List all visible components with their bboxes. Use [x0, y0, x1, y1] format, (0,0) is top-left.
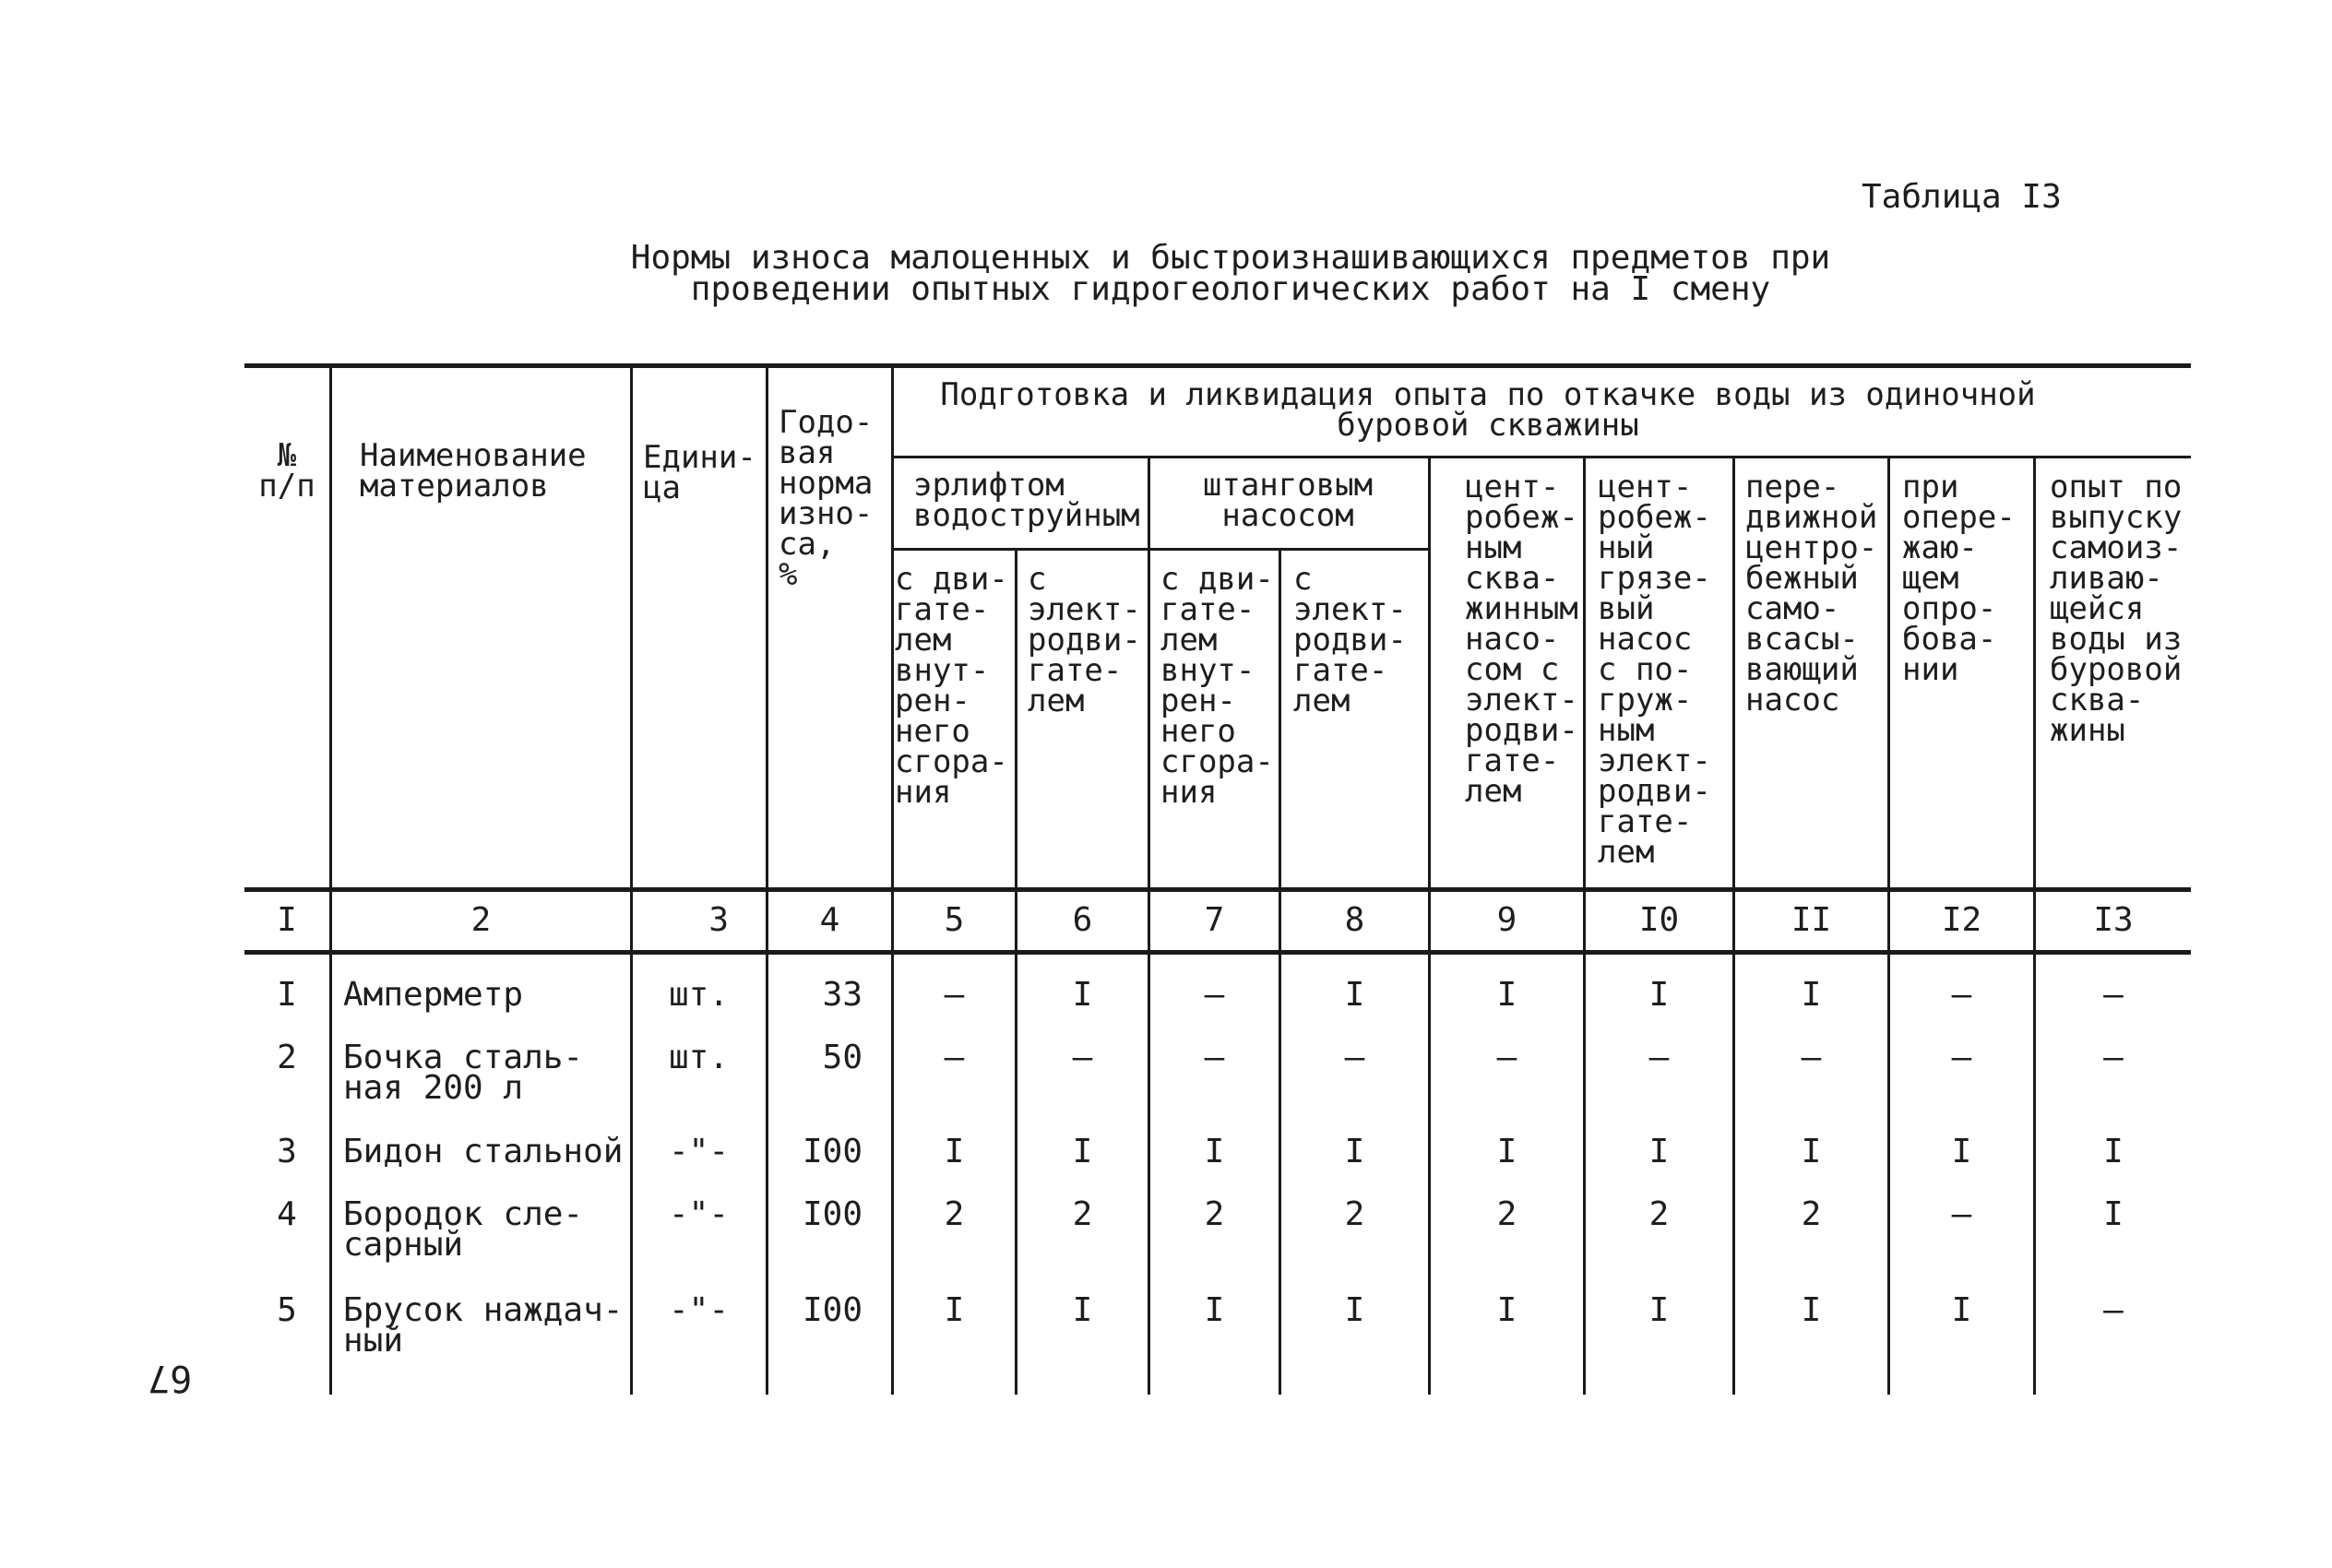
col-number-11: II [1791, 901, 1832, 939]
norm-cell: 33 [822, 976, 863, 1014]
value-cell: I [1344, 1291, 1365, 1329]
page-number: 67 [148, 1357, 193, 1399]
header-col-6: с элект- родви- гате- лем [1028, 561, 1141, 719]
value-cell: – [1204, 976, 1225, 1014]
value-cell: I [2103, 1195, 2124, 1233]
header-unit: Едини- ца [643, 439, 756, 506]
value-cell: – [1951, 976, 1972, 1014]
header-col-12: при опере- жаю- щем опро- бова- нии [1902, 469, 2016, 688]
header-col-11: пере- движной центро- бежный само- всасы- вающий насос [1745, 469, 1878, 719]
value-cell: I [1496, 1133, 1517, 1170]
value-cell: – [944, 976, 965, 1014]
value-cell: I [1072, 1133, 1093, 1170]
col-number-4: 4 [819, 901, 840, 939]
value-cell: I [1496, 1291, 1517, 1329]
norm-cell: 50 [822, 1039, 863, 1076]
unit-cell: шт. [668, 976, 729, 1014]
header-erlift: эрлифтом водоструйным [913, 467, 1140, 534]
col-number-9: 9 [1496, 901, 1517, 939]
value-cell: I [944, 1133, 965, 1170]
header-bottom-rule [244, 887, 2191, 892]
value-cell: 2 [1496, 1195, 1517, 1233]
col-divider-5 [1015, 548, 1017, 1395]
col-number-12: I2 [1941, 901, 1982, 939]
header-material-name: Наименование материалов [360, 437, 587, 505]
col-number-2: 2 [470, 901, 492, 939]
header-col-5: с дви- гате- лем внут- рен- него сгора- ния [895, 561, 1008, 811]
col-divider-3 [766, 363, 768, 1395]
col-number-6: 6 [1072, 901, 1093, 939]
value-cell: 2 [1648, 1195, 1670, 1233]
material-name: Брусок наждач- ный [343, 1291, 624, 1360]
value-cell: – [2103, 1039, 2124, 1076]
row-number: 5 [277, 1291, 297, 1329]
value-cell: I [1204, 1291, 1225, 1329]
header-shtang: штанговым насосом [1202, 467, 1374, 534]
value-cell: I [1648, 1291, 1670, 1329]
value-cell: – [1344, 1039, 1365, 1076]
col-number-3: 3 [708, 901, 729, 939]
value-cell: – [1951, 1039, 1972, 1076]
value-cell: – [2103, 976, 2124, 1014]
header-col-9: цент- робеж- ным сква- жинным насо- сом с элект- родви- гате- лем [1465, 469, 1578, 810]
value-cell: – [1648, 1039, 1670, 1076]
table-label: Таблица I3 [1862, 178, 2062, 216]
material-name: Бородок сле- сарный [343, 1195, 584, 1264]
value-cell: I [1801, 1133, 1822, 1170]
title-line-1: Нормы износа малоценных и быстроизнашивающихся предметов при [630, 239, 1831, 277]
col-divider-7 [1279, 548, 1281, 1395]
unit-cell: шт. [668, 1039, 729, 1076]
row-number: I [277, 976, 297, 1014]
col-number-5: 5 [944, 901, 965, 939]
header-col-13: опыт по выпуску самоиз- ливаю- щейся воды из буровой сква- жины [2050, 469, 2183, 749]
value-cell: 2 [944, 1195, 965, 1233]
value-cell: 2 [1801, 1195, 1822, 1233]
title-line-2: проведении опытных гидрогеологических работ на I смену [690, 270, 1771, 308]
value-cell: I [1801, 976, 1822, 1014]
col-divider-1 [329, 363, 332, 1395]
value-cell: – [1951, 1195, 1972, 1233]
value-cell: I [1204, 1133, 1225, 1170]
value-cell: – [1072, 1039, 1093, 1076]
material-name: Амперметр [343, 976, 524, 1014]
column-numbers-rule [244, 950, 2191, 955]
norm-cell: I00 [802, 1133, 863, 1170]
value-cell: I [1951, 1291, 1972, 1329]
material-name: Бочка сталь- ная 200 л [343, 1039, 584, 1107]
col-number-13: I3 [2093, 901, 2134, 939]
value-cell: – [1801, 1039, 1822, 1076]
value-cell: I [1648, 1133, 1670, 1170]
value-cell: I [1072, 976, 1093, 1014]
header-group: Подготовка и ликвидация опыта по откачке воды из одиночной буровой скважины [940, 376, 2036, 444]
value-cell: – [1496, 1039, 1517, 1076]
value-cell: – [944, 1039, 965, 1076]
group-header-rule [893, 456, 2191, 458]
table-top-rule [244, 363, 2191, 368]
value-cell: I [1072, 1291, 1093, 1329]
unit-cell: -"- [668, 1195, 729, 1233]
value-cell: I [1801, 1291, 1822, 1329]
col-number-8: 8 [1344, 901, 1365, 939]
value-cell: I [1344, 976, 1365, 1014]
value-cell: – [2103, 1291, 2124, 1329]
subgroup-header-rule [893, 548, 1428, 551]
value-cell: 2 [1204, 1195, 1225, 1233]
row-number: 4 [277, 1195, 297, 1233]
value-cell: I [2103, 1133, 2124, 1170]
header-col-8: с элект- родви- гате- лем [1293, 561, 1407, 719]
unit-cell: -"- [668, 1291, 729, 1329]
col-number-10: I0 [1638, 901, 1680, 939]
header-annual-norm: Годо- вая норма изно- са, % [779, 404, 874, 593]
col-divider-2 [630, 363, 633, 1395]
value-cell: 2 [1344, 1195, 1365, 1233]
value-cell: I [1951, 1133, 1972, 1170]
value-cell: I [1496, 976, 1517, 1014]
row-number: 3 [277, 1133, 297, 1170]
value-cell: I [944, 1291, 965, 1329]
value-cell: I [1344, 1133, 1365, 1170]
col-divider-4 [891, 363, 894, 1395]
norm-cell: I00 [802, 1195, 863, 1233]
col-number-1: I [277, 901, 297, 939]
value-cell: I [1648, 976, 1670, 1014]
unit-cell: -"- [668, 1133, 729, 1170]
norm-cell: I00 [802, 1291, 863, 1329]
header-col-7: с дви- гате- лем внут- рен- него сгора- ния [1160, 561, 1274, 811]
material-name: Бидон стальной [343, 1133, 624, 1170]
header-col-10: цент- робеж- ный грязе- вый насос с по- груж- ным элект- родви- гате- лем [1598, 469, 1711, 871]
value-cell: – [1204, 1039, 1225, 1076]
value-cell: 2 [1072, 1195, 1093, 1233]
row-number: 2 [277, 1039, 297, 1076]
col-number-7: 7 [1204, 901, 1225, 939]
header-row-number: № п/п [258, 437, 315, 505]
